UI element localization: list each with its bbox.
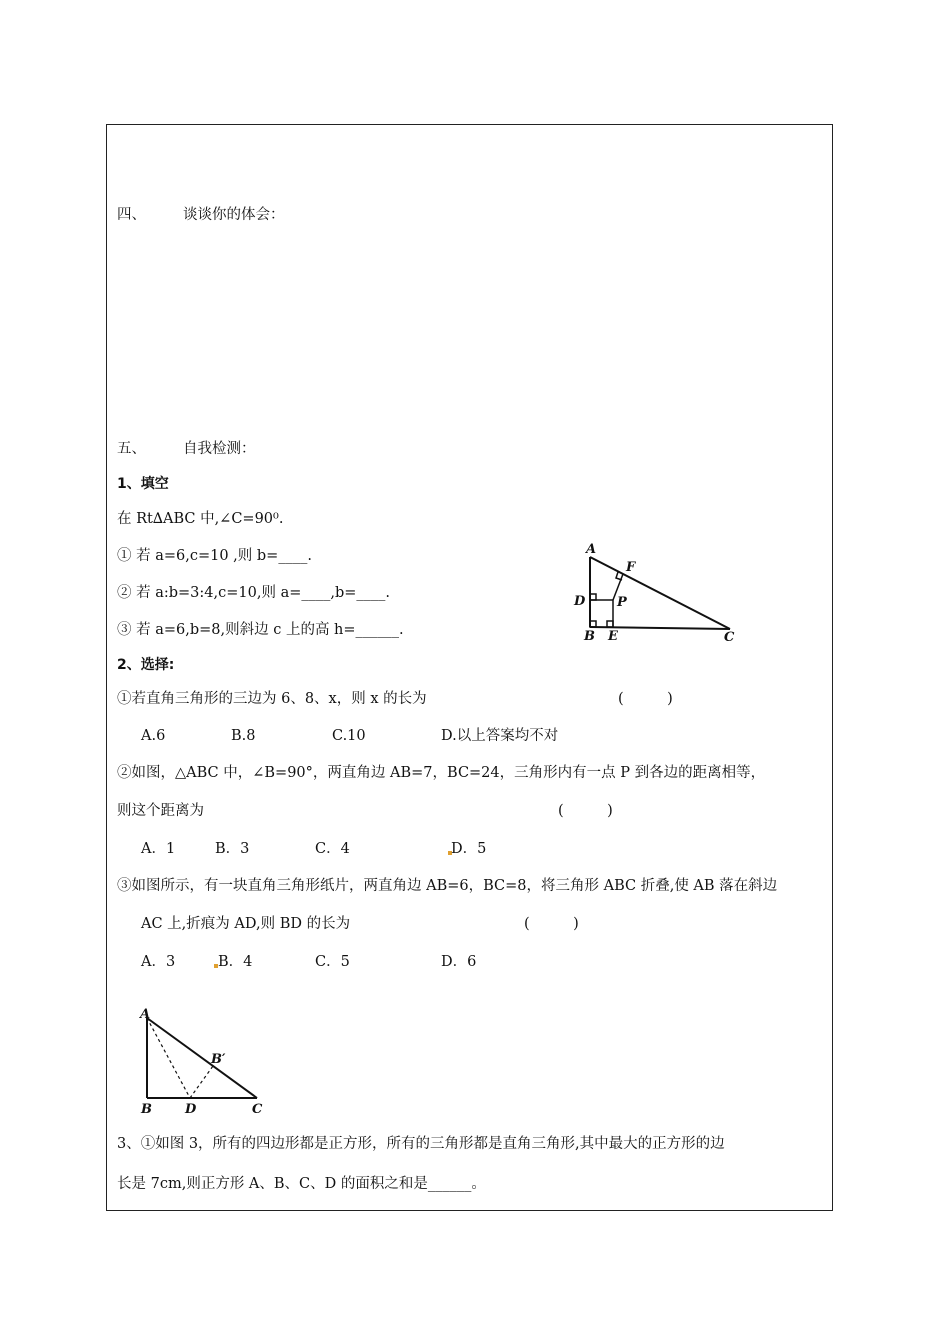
section4-number: 四、 <box>117 207 146 223</box>
part1-question-1: ① 若 a=6,c=10 ,则 b=____. <box>117 548 312 564</box>
part2-q1-option-a: A.6 <box>141 728 166 744</box>
part1-title: 1、填空 <box>117 476 169 492</box>
fig1-label-p: P <box>617 595 627 610</box>
fig2-fold-ad <box>147 1018 190 1098</box>
fig2-seg-db <box>190 1066 213 1098</box>
part2-q3-option-b: B．4 <box>218 954 253 970</box>
fig1-label-d: D <box>574 594 586 609</box>
part2-question-2-line1: ②如图，△ABC 中，∠B=90°，两直角边 AB=7，BC=24，三角形内有一点 P 到各边的距离相等， <box>117 765 766 781</box>
fig1-right-angle-e <box>607 621 613 627</box>
part2-question-2-line2: 则这个距离为 <box>117 803 204 819</box>
part2-q1-option-b: B.8 <box>231 728 256 744</box>
part2-q3-option-a: A．3 <box>141 954 176 970</box>
fig1-label-c: C <box>724 630 735 645</box>
fig1-side-ac <box>590 557 730 629</box>
part2-q2-option-a: A．1 <box>141 841 176 857</box>
section5-number: 五、 <box>117 441 146 457</box>
fig2-label-c: C <box>252 1102 263 1117</box>
part1-question-2: ② 若 a:b=3:4,c=10,则 a=____,b=____. <box>117 585 391 601</box>
fig1-label-b: B <box>584 629 595 644</box>
part2-q3-option-c: C．5 <box>315 954 350 970</box>
section4-title: 谈谈你的体会： <box>183 207 285 223</box>
part2-q2-option-b: B．3 <box>215 841 250 857</box>
part2-q2-option-d: D．5 <box>451 841 487 857</box>
part2-question-3-line1: ③如图所示，有一块直角三角形纸片，两直角边 AB=6，BC=8，将三角形 ABC 折叠,使 AB 落在斜边 <box>117 878 778 894</box>
fig2-side-ac <box>147 1018 257 1098</box>
fig2-label-d: D <box>185 1102 197 1117</box>
part2-q3-option-d: D．6 <box>441 954 477 970</box>
part2-question-3-line2: AC 上,折痕为 AD,则 BD 的长为 <box>141 916 351 932</box>
fig1-label-e: E <box>608 629 618 644</box>
fig2-label-b: B <box>141 1102 152 1117</box>
part2-q2-option-c: C．4 <box>315 841 350 857</box>
part1-intro: 在 Rt∆ABC 中,∠C=90⁰. <box>117 511 284 527</box>
part1-question-3: ③ 若 a=6,b=8,则斜边 c 上的高 h=______. <box>117 622 404 638</box>
part2-title: 2、选择: <box>117 657 175 673</box>
fig2-label-a: A <box>140 1008 151 1022</box>
fig1-label-f: F <box>626 560 636 575</box>
part2-question-3-paren: ( ) <box>524 916 579 932</box>
fig2-label-b-prime: B′ <box>211 1052 226 1067</box>
part2-question-1-paren: ( ) <box>618 691 673 707</box>
part3-line-1: 3、①如图 3，所有的四边形都是正方形，所有的三角形都是直角三角形,其中最大的正方形的边 <box>117 1136 725 1152</box>
figure-triangle-incenter <box>570 542 740 647</box>
part2-q1-option-d: D.以上答案均不对 <box>441 728 559 744</box>
part2-question-1: ①若直角三角形的三边为 6、8、x，则 x 的长为 <box>117 691 427 707</box>
section5-title: 自我检测： <box>183 441 256 457</box>
fig1-label-a: A <box>586 542 597 557</box>
part2-q1-option-c: C.10 <box>332 728 366 744</box>
part3-line-2: 长是 7cm,则正方形 A、B、C、D 的面积之和是______。 <box>117 1176 486 1192</box>
figure-folded-triangle <box>135 1008 275 1118</box>
part2-question-2-paren: ( ) <box>558 803 613 819</box>
